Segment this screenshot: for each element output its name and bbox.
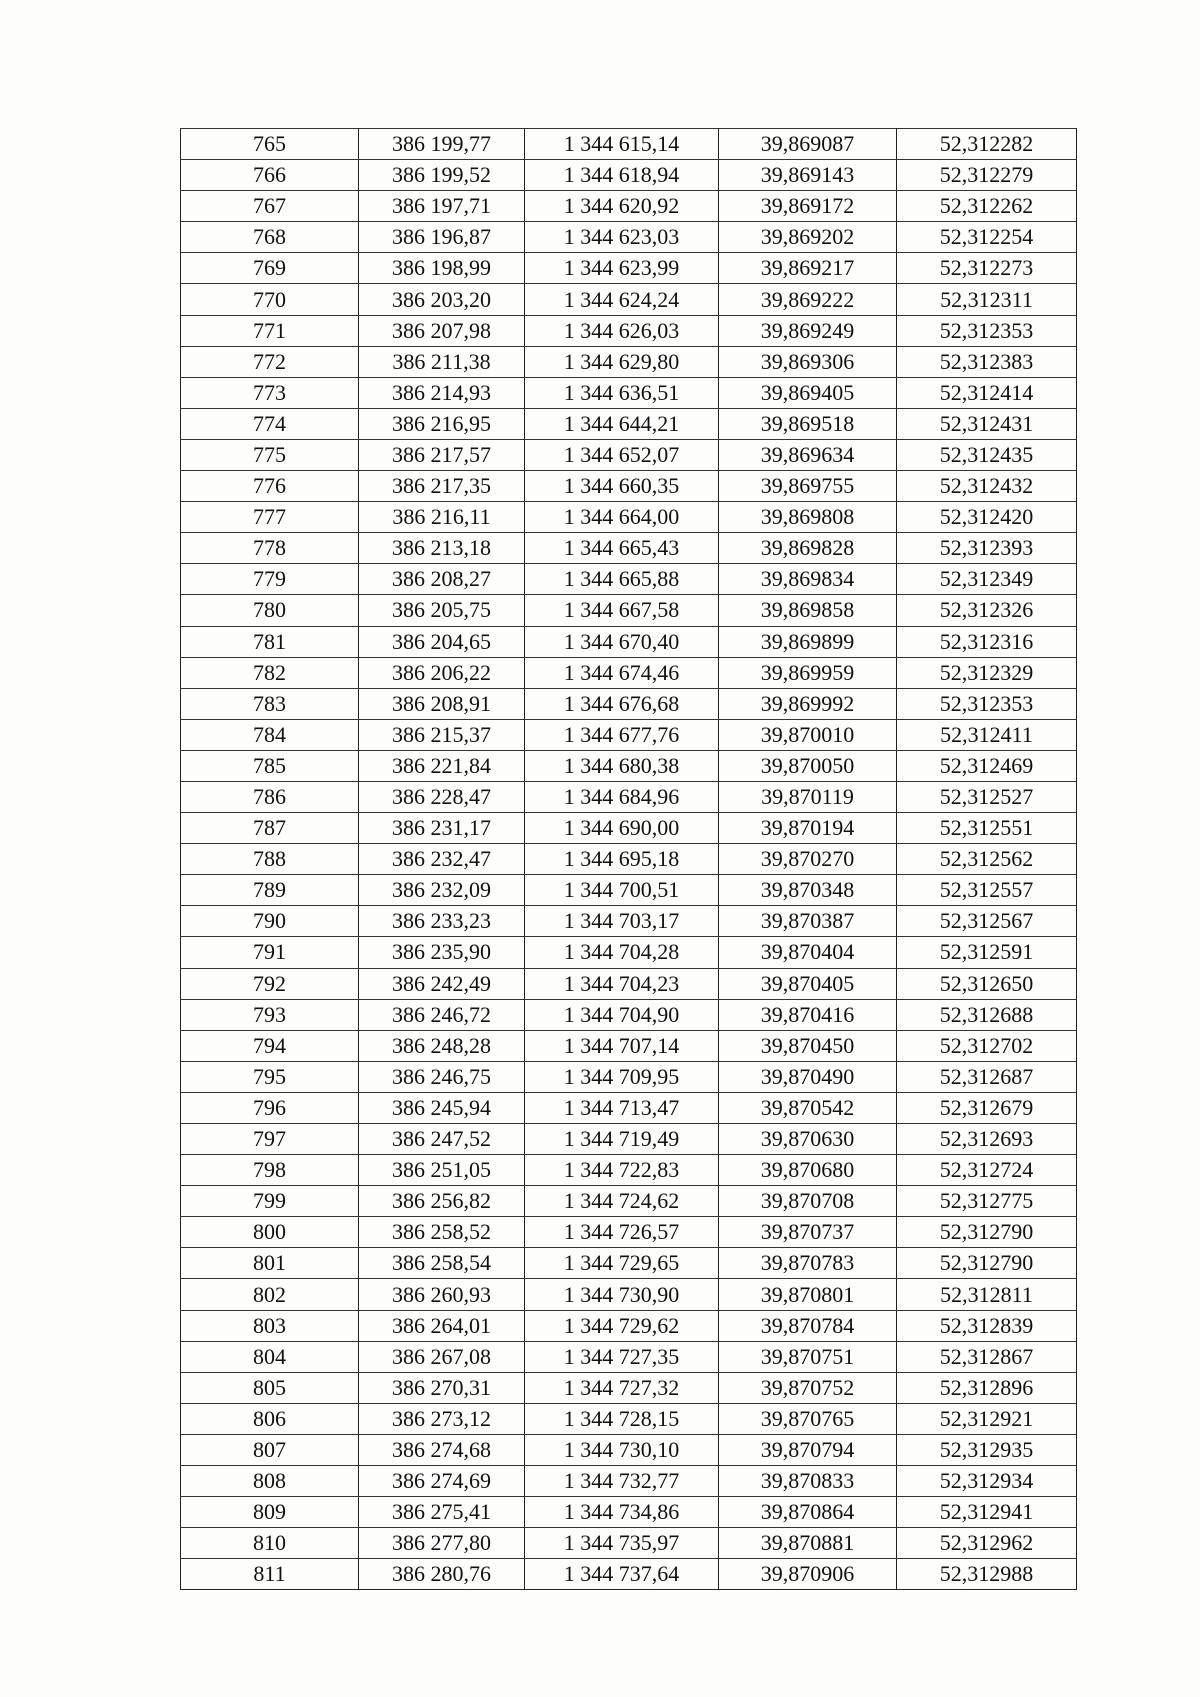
y-coordinate-cell: 1 344 719,49 [525,1124,719,1155]
latitude-cell: 52,312896 [897,1372,1077,1403]
longitude-cell: 39,869828 [719,533,897,564]
latitude-cell: 52,312254 [897,222,1077,253]
table-row [181,1372,1077,1403]
point-number-cell: 771 [181,315,359,346]
point-number-cell: 790 [181,906,359,937]
point-number-cell: 787 [181,813,359,844]
y-coordinate-cell: 1 344 709,95 [525,1061,719,1092]
x-coordinate-cell: 386 208,91 [359,688,525,719]
x-coordinate-cell: 386 256,82 [359,1186,525,1217]
table-row [181,346,1077,377]
latitude-cell: 52,312349 [897,564,1077,595]
x-coordinate-cell: 386 208,27 [359,564,525,595]
y-coordinate-cell: 1 344 684,96 [525,781,719,812]
table-row [181,1497,1077,1528]
point-number-cell: 782 [181,657,359,688]
y-coordinate-cell: 1 344 660,35 [525,471,719,502]
x-coordinate-cell: 386 245,94 [359,1092,525,1123]
x-coordinate-cell: 386 199,52 [359,160,525,191]
longitude-cell: 39,869755 [719,471,897,502]
table-row [181,1092,1077,1123]
point-number-cell: 792 [181,968,359,999]
x-coordinate-cell: 386 216,95 [359,408,525,439]
longitude-cell: 39,870752 [719,1372,897,1403]
point-number-cell: 810 [181,1528,359,1559]
y-coordinate-cell: 1 344 665,43 [525,533,719,564]
point-number-cell: 770 [181,284,359,315]
x-coordinate-cell: 386 246,72 [359,999,525,1030]
table-row [181,750,1077,781]
y-coordinate-cell: 1 344 726,57 [525,1217,719,1248]
point-number-cell: 778 [181,533,359,564]
longitude-cell: 39,870450 [719,1030,897,1061]
longitude-cell: 39,869858 [719,595,897,626]
table-row [181,1528,1077,1559]
point-number-cell: 773 [181,377,359,408]
x-coordinate-cell: 386 277,80 [359,1528,525,1559]
table-row [181,1559,1077,1590]
y-coordinate-cell: 1 344 704,90 [525,999,719,1030]
x-coordinate-cell: 386 203,20 [359,284,525,315]
longitude-cell: 39,870348 [719,875,897,906]
longitude-cell: 39,870542 [719,1092,897,1123]
latitude-cell: 52,312411 [897,719,1077,750]
point-number-cell: 783 [181,688,359,719]
point-number-cell: 769 [181,253,359,284]
table-row [181,813,1077,844]
point-number-cell: 788 [181,844,359,875]
longitude-cell: 39,869087 [719,129,897,160]
point-number-cell: 765 [181,129,359,160]
latitude-cell: 52,312934 [897,1466,1077,1497]
table-row [181,1217,1077,1248]
longitude-cell: 39,869172 [719,191,897,222]
table-row [181,719,1077,750]
y-coordinate-cell: 1 344 665,88 [525,564,719,595]
longitude-cell: 39,870881 [719,1528,897,1559]
point-number-cell: 807 [181,1434,359,1465]
latitude-cell: 52,312311 [897,284,1077,315]
table-row [181,999,1077,1030]
x-coordinate-cell: 386 258,52 [359,1217,525,1248]
longitude-cell: 39,870784 [719,1310,897,1341]
point-number-cell: 774 [181,408,359,439]
latitude-cell: 52,312420 [897,502,1077,533]
table-row [181,377,1077,408]
table-row [181,129,1077,160]
latitude-cell: 52,312679 [897,1092,1077,1123]
y-coordinate-cell: 1 344 735,97 [525,1528,719,1559]
table-row [181,875,1077,906]
point-number-cell: 781 [181,626,359,657]
table-row [181,844,1077,875]
x-coordinate-cell: 386 247,52 [359,1124,525,1155]
longitude-cell: 39,870630 [719,1124,897,1155]
x-coordinate-cell: 386 280,76 [359,1559,525,1590]
x-coordinate-cell: 386 196,87 [359,222,525,253]
y-coordinate-cell: 1 344 623,03 [525,222,719,253]
table-row [181,937,1077,968]
table-row [181,408,1077,439]
y-coordinate-cell: 1 344 652,07 [525,439,719,470]
latitude-cell: 52,312551 [897,813,1077,844]
longitude-cell: 39,869143 [719,160,897,191]
x-coordinate-cell: 386 235,90 [359,937,525,968]
point-number-cell: 786 [181,781,359,812]
latitude-cell: 52,312567 [897,906,1077,937]
longitude-cell: 39,869405 [719,377,897,408]
latitude-cell: 52,312414 [897,377,1077,408]
table-row [181,595,1077,626]
point-number-cell: 791 [181,937,359,968]
latitude-cell: 52,312724 [897,1155,1077,1186]
latitude-cell: 52,312687 [897,1061,1077,1092]
table-row [181,1403,1077,1434]
longitude-cell: 39,869834 [719,564,897,595]
x-coordinate-cell: 386 217,57 [359,439,525,470]
table-row [181,564,1077,595]
x-coordinate-cell: 386 221,84 [359,750,525,781]
longitude-cell: 39,870906 [719,1559,897,1590]
x-coordinate-cell: 386 258,54 [359,1248,525,1279]
latitude-cell: 52,312279 [897,160,1077,191]
point-number-cell: 800 [181,1217,359,1248]
longitude-cell: 39,870270 [719,844,897,875]
table-row [181,657,1077,688]
x-coordinate-cell: 386 211,38 [359,346,525,377]
point-number-cell: 779 [181,564,359,595]
latitude-cell: 52,312650 [897,968,1077,999]
longitude-cell: 39,869634 [719,439,897,470]
latitude-cell: 52,312329 [897,657,1077,688]
table-row [181,1466,1077,1497]
latitude-cell: 52,312867 [897,1341,1077,1372]
y-coordinate-cell: 1 344 620,92 [525,191,719,222]
y-coordinate-cell: 1 344 695,18 [525,844,719,875]
point-number-cell: 809 [181,1497,359,1528]
point-number-cell: 797 [181,1124,359,1155]
latitude-cell: 52,312393 [897,533,1077,564]
x-coordinate-cell: 386 231,17 [359,813,525,844]
x-coordinate-cell: 386 206,22 [359,657,525,688]
latitude-cell: 52,312353 [897,315,1077,346]
table-row [181,439,1077,470]
latitude-cell: 52,312273 [897,253,1077,284]
table-row [181,1124,1077,1155]
point-number-cell: 811 [181,1559,359,1590]
y-coordinate-cell: 1 344 667,58 [525,595,719,626]
x-coordinate-cell: 386 273,12 [359,1403,525,1434]
point-number-cell: 775 [181,439,359,470]
x-coordinate-cell: 386 215,37 [359,719,525,750]
table-row [181,781,1077,812]
longitude-cell: 39,870490 [719,1061,897,1092]
point-number-cell: 794 [181,1030,359,1061]
latitude-cell: 52,312326 [897,595,1077,626]
longitude-cell: 39,869249 [719,315,897,346]
point-number-cell: 767 [181,191,359,222]
x-coordinate-cell: 386 264,01 [359,1310,525,1341]
latitude-cell: 52,312790 [897,1248,1077,1279]
table-row [181,1030,1077,1061]
x-coordinate-cell: 386 217,35 [359,471,525,502]
latitude-cell: 52,312591 [897,937,1077,968]
latitude-cell: 52,312688 [897,999,1077,1030]
y-coordinate-cell: 1 344 636,51 [525,377,719,408]
longitude-cell: 39,870404 [719,937,897,968]
latitude-cell: 52,312469 [897,750,1077,781]
latitude-cell: 52,312702 [897,1030,1077,1061]
point-number-cell: 772 [181,346,359,377]
point-number-cell: 805 [181,1372,359,1403]
table-row [181,160,1077,191]
point-number-cell: 785 [181,750,359,781]
coordinates-table-body [181,129,1077,1590]
longitude-cell: 39,870864 [719,1497,897,1528]
table-row [181,533,1077,564]
table-row [181,502,1077,533]
point-number-cell: 793 [181,999,359,1030]
x-coordinate-cell: 386 232,09 [359,875,525,906]
longitude-cell: 39,869808 [719,502,897,533]
latitude-cell: 52,312775 [897,1186,1077,1217]
latitude-cell: 52,312921 [897,1403,1077,1434]
x-coordinate-cell: 386 275,41 [359,1497,525,1528]
table-row [181,1279,1077,1310]
y-coordinate-cell: 1 344 700,51 [525,875,719,906]
latitude-cell: 52,312935 [897,1434,1077,1465]
y-coordinate-cell: 1 344 727,35 [525,1341,719,1372]
table-row [181,253,1077,284]
point-number-cell: 789 [181,875,359,906]
latitude-cell: 52,312431 [897,408,1077,439]
point-number-cell: 780 [181,595,359,626]
latitude-cell: 52,312941 [897,1497,1077,1528]
coordinates-table [180,128,1077,1590]
y-coordinate-cell: 1 344 624,24 [525,284,719,315]
y-coordinate-cell: 1 344 713,47 [525,1092,719,1123]
y-coordinate-cell: 1 344 677,76 [525,719,719,750]
table-row [181,1248,1077,1279]
table-row [181,471,1077,502]
longitude-cell: 39,870010 [719,719,897,750]
y-coordinate-cell: 1 344 728,15 [525,1403,719,1434]
latitude-cell: 52,312562 [897,844,1077,875]
y-coordinate-cell: 1 344 615,14 [525,129,719,160]
latitude-cell: 52,312839 [897,1310,1077,1341]
y-coordinate-cell: 1 344 680,38 [525,750,719,781]
x-coordinate-cell: 386 205,75 [359,595,525,626]
latitude-cell: 52,312432 [897,471,1077,502]
x-coordinate-cell: 386 246,75 [359,1061,525,1092]
latitude-cell: 52,312811 [897,1279,1077,1310]
latitude-cell: 52,312353 [897,688,1077,719]
x-coordinate-cell: 386 207,98 [359,315,525,346]
point-number-cell: 806 [181,1403,359,1434]
longitude-cell: 39,869518 [719,408,897,439]
x-coordinate-cell: 386 274,69 [359,1466,525,1497]
longitude-cell: 39,870194 [719,813,897,844]
y-coordinate-cell: 1 344 626,03 [525,315,719,346]
x-coordinate-cell: 386 270,31 [359,1372,525,1403]
latitude-cell: 52,312988 [897,1559,1077,1590]
longitude-cell: 39,870794 [719,1434,897,1465]
table-row [181,1186,1077,1217]
x-coordinate-cell: 386 267,08 [359,1341,525,1372]
table-row [181,315,1077,346]
table-row [181,1434,1077,1465]
point-number-cell: 784 [181,719,359,750]
point-number-cell: 766 [181,160,359,191]
point-number-cell: 768 [181,222,359,253]
x-coordinate-cell: 386 216,11 [359,502,525,533]
x-coordinate-cell: 386 251,05 [359,1155,525,1186]
longitude-cell: 39,870801 [719,1279,897,1310]
y-coordinate-cell: 1 344 729,62 [525,1310,719,1341]
latitude-cell: 52,312316 [897,626,1077,657]
latitude-cell: 52,312962 [897,1528,1077,1559]
y-coordinate-cell: 1 344 737,64 [525,1559,719,1590]
latitude-cell: 52,312557 [897,875,1077,906]
y-coordinate-cell: 1 344 734,86 [525,1497,719,1528]
y-coordinate-cell: 1 344 722,83 [525,1155,719,1186]
latitude-cell: 52,312282 [897,129,1077,160]
longitude-cell: 39,869992 [719,688,897,719]
longitude-cell: 39,869959 [719,657,897,688]
table-row [181,906,1077,937]
y-coordinate-cell: 1 344 704,28 [525,937,719,968]
y-coordinate-cell: 1 344 732,77 [525,1466,719,1497]
longitude-cell: 39,870765 [719,1403,897,1434]
x-coordinate-cell: 386 204,65 [359,626,525,657]
longitude-cell: 39,869222 [719,284,897,315]
x-coordinate-cell: 386 274,68 [359,1434,525,1465]
x-coordinate-cell: 386 232,47 [359,844,525,875]
point-number-cell: 798 [181,1155,359,1186]
longitude-cell: 39,870708 [719,1186,897,1217]
x-coordinate-cell: 386 242,49 [359,968,525,999]
longitude-cell: 39,870833 [719,1466,897,1497]
longitude-cell: 39,870387 [719,906,897,937]
y-coordinate-cell: 1 344 623,99 [525,253,719,284]
y-coordinate-cell: 1 344 629,80 [525,346,719,377]
x-coordinate-cell: 386 213,18 [359,533,525,564]
table-row [181,626,1077,657]
point-number-cell: 776 [181,471,359,502]
y-coordinate-cell: 1 344 727,32 [525,1372,719,1403]
y-coordinate-cell: 1 344 730,90 [525,1279,719,1310]
latitude-cell: 52,312383 [897,346,1077,377]
y-coordinate-cell: 1 344 729,65 [525,1248,719,1279]
point-number-cell: 777 [181,502,359,533]
y-coordinate-cell: 1 344 670,40 [525,626,719,657]
table-row [181,1341,1077,1372]
table-row [181,968,1077,999]
table-row [181,688,1077,719]
longitude-cell: 39,870405 [719,968,897,999]
y-coordinate-cell: 1 344 730,10 [525,1434,719,1465]
longitude-cell: 39,870119 [719,781,897,812]
latitude-cell: 52,312527 [897,781,1077,812]
point-number-cell: 808 [181,1466,359,1497]
x-coordinate-cell: 386 228,47 [359,781,525,812]
latitude-cell: 52,312790 [897,1217,1077,1248]
y-coordinate-cell: 1 344 704,23 [525,968,719,999]
x-coordinate-cell: 386 198,99 [359,253,525,284]
y-coordinate-cell: 1 344 618,94 [525,160,719,191]
x-coordinate-cell: 386 248,28 [359,1030,525,1061]
longitude-cell: 39,870783 [719,1248,897,1279]
y-coordinate-cell: 1 344 644,21 [525,408,719,439]
latitude-cell: 52,312262 [897,191,1077,222]
table-row [181,1155,1077,1186]
longitude-cell: 39,869202 [719,222,897,253]
y-coordinate-cell: 1 344 707,14 [525,1030,719,1061]
y-coordinate-cell: 1 344 674,46 [525,657,719,688]
longitude-cell: 39,869217 [719,253,897,284]
latitude-cell: 52,312693 [897,1124,1077,1155]
point-number-cell: 799 [181,1186,359,1217]
x-coordinate-cell: 386 199,77 [359,129,525,160]
point-number-cell: 802 [181,1279,359,1310]
longitude-cell: 39,869899 [719,626,897,657]
longitude-cell: 39,870737 [719,1217,897,1248]
table-row [181,1061,1077,1092]
longitude-cell: 39,869306 [719,346,897,377]
longitude-cell: 39,870751 [719,1341,897,1372]
point-number-cell: 795 [181,1061,359,1092]
point-number-cell: 801 [181,1248,359,1279]
y-coordinate-cell: 1 344 724,62 [525,1186,719,1217]
y-coordinate-cell: 1 344 664,00 [525,502,719,533]
latitude-cell: 52,312435 [897,439,1077,470]
x-coordinate-cell: 386 214,93 [359,377,525,408]
x-coordinate-cell: 386 233,23 [359,906,525,937]
table-row [181,222,1077,253]
x-coordinate-cell: 386 197,71 [359,191,525,222]
point-number-cell: 804 [181,1341,359,1372]
longitude-cell: 39,870680 [719,1155,897,1186]
point-number-cell: 796 [181,1092,359,1123]
y-coordinate-cell: 1 344 676,68 [525,688,719,719]
longitude-cell: 39,870416 [719,999,897,1030]
table-row [181,284,1077,315]
y-coordinate-cell: 1 344 703,17 [525,906,719,937]
table-row [181,1310,1077,1341]
x-coordinate-cell: 386 260,93 [359,1279,525,1310]
table-row [181,191,1077,222]
point-number-cell: 803 [181,1310,359,1341]
y-coordinate-cell: 1 344 690,00 [525,813,719,844]
longitude-cell: 39,870050 [719,750,897,781]
